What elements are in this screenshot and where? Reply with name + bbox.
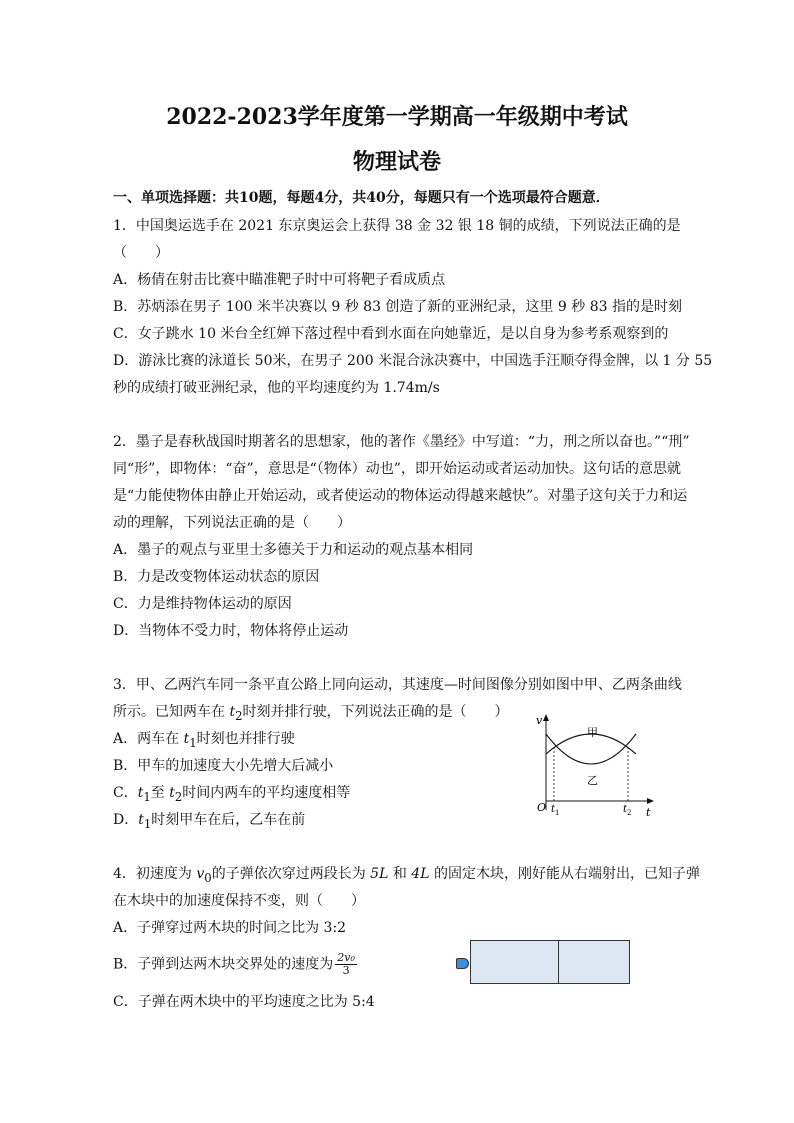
- q2-option-a: A．墨子的观点与亚里士多德关于力和运动的观点基本相同: [113, 542, 474, 558]
- q4-option-c: C．子弹在两木块中的平均速度之比为 5:4: [113, 994, 375, 1010]
- q2-stem-line3: 是“力能使物体由静止开始运动，或者使运动的物体运动得越来越快”。对墨子这句关于力和运: [113, 488, 688, 504]
- section-heading: 一、单项选择题：共10题，每题4分，共40分，每题只有一个选项最符合题意．: [113, 190, 610, 206]
- origin-label: O: [537, 801, 547, 814]
- q1-option-a: A．杨倩在射击比赛中瞄准靶子时中可将靶子看成质点: [113, 272, 446, 288]
- wood-block-2: [558, 940, 630, 984]
- exam-title: 2022-2023学年度第一学期高一年级期中考试: [166, 104, 628, 130]
- wood-block-1: [470, 940, 559, 984]
- exam-subtitle: 物理试卷: [352, 149, 441, 175]
- t-axis-arrow: [647, 798, 654, 804]
- v-axis-arrow: [543, 714, 549, 721]
- q3-option-a: A．两车在 $t_1$时刻也并排行驶: [113, 731, 295, 750]
- velocity-time-graph: [532, 712, 662, 822]
- q1-stem-paren: （ ）: [113, 245, 169, 261]
- q1-option-d: D．游泳比赛的泳道长 50米，在男子 200 米混合泳决赛中，中国选手汪顺夺得金牌，以 1 分 55: [113, 353, 713, 369]
- q3-stem-line1: 3．甲、乙两汽车同一条平直公路上同向运动，其速度—时间图像分别如图中甲、乙两条曲线: [113, 677, 682, 693]
- v-axis-label: v: [536, 714, 543, 727]
- q1-option-d-cont: 秒的成绩打破亚洲纪录，他的平均速度约为 1.74m/s: [113, 380, 440, 396]
- q2-stem-line1: 2．墨子是春秋战国时期著名的思想家，他的著作《墨经》中写道：“力，刑之所以奋也。”“刑”: [113, 434, 690, 450]
- q1-stem: 1．中国奥运选手在 2021 东京奥运会上获得 38 金 32 银 18 铜的成绩，下列说法正确的是: [113, 218, 681, 234]
- bullet-icon: [456, 958, 469, 969]
- q4-stem-line2: 在木块中的加速度保持不变，则（ ）: [113, 893, 365, 909]
- q4-option-a: A．子弹穿过两木块的时间之比为 3:2: [113, 920, 347, 936]
- q3-option-d: D．$t_1$时刻甲车在后，乙车在前: [113, 812, 306, 831]
- q2-option-d: D．当物体不受力时，物体将停止运动: [113, 623, 349, 639]
- label-jia: 甲: [587, 726, 598, 739]
- q1-option-c: C．女子跳水 10 米台全红婵下落过程中看到水面在向她靠近，是以自身为参考系观察到的: [113, 326, 669, 342]
- q2-stem-line2: 同“形”，即物体：“奋”，意思是“（物体）动也”，即开始运动或者运动加快。这句话的意思就: [113, 461, 681, 477]
- label-yi: 乙: [587, 774, 598, 787]
- q2-option-b: B．力是改变物体运动状态的原因: [113, 569, 320, 585]
- q4-stem-line1: 4．初速度为 $v_0$的子弹依次穿过两段长为 5L 和 4L 的固定木块，刚好能从右端射出，已知子弹: [113, 866, 700, 885]
- q2-stem-line4: 动的理解，下列说法正确的是（ ）: [113, 515, 351, 531]
- q2-option-c: C．力是维持物体运动的原因: [113, 596, 292, 612]
- q1-option-b: B．苏炳添在男子 100 米半决赛以 9 秒 83 创造了新的亚洲纪录，这里 9 秒 83 指的是时刻: [113, 299, 682, 315]
- q4-option-b: B．子弹到达两木块交界处的速度为 $\frac{\text{2v₀}}{3}$: [113, 951, 355, 977]
- q3-option-c: C．$t_1$至 $t_2$时间内两车的平均速度相等: [113, 785, 351, 804]
- t-axis-label: t: [646, 806, 651, 819]
- t2-label: $t_2$: [623, 804, 632, 817]
- t1-label: $t_1$: [551, 804, 560, 817]
- fraction-2v0-over-3: $\frac{\text{2v₀}}{3}$: [337, 951, 355, 977]
- q3-stem-line2: 所示。已知两车在 $t_2$时刻并排行驶，下列说法正确的是（ ）: [113, 704, 509, 723]
- q3-option-b: B．甲车的加速度大小先增大后减小: [113, 758, 334, 774]
